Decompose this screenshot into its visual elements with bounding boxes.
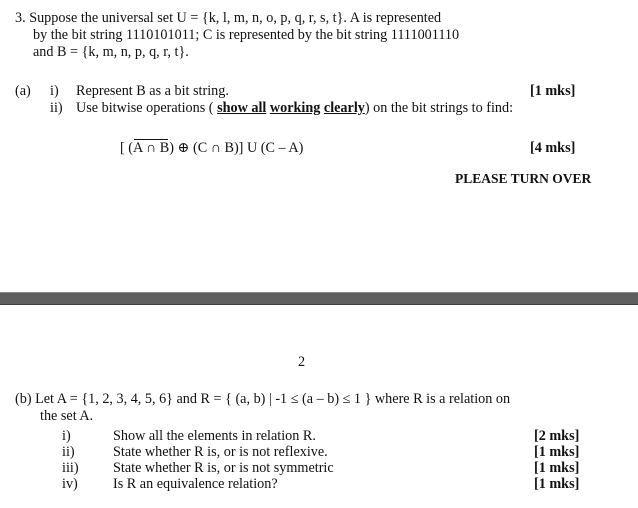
part-a-label: (a)	[15, 83, 31, 99]
part-a-ii-pre: Use bitwise operations (	[76, 100, 214, 116]
question-3-line-2: by the bit string 1110101011; C is represented by the bit string 1111001110	[33, 27, 460, 43]
part-a-i-text: Represent B as a bit string.	[76, 83, 229, 99]
part-a-ii-text	[76, 100, 513, 116]
part-b-item-marks: [1 mks]	[534, 460, 580, 476]
part-b-item-number: iii)	[62, 460, 79, 476]
expression-marks: [4 mks]	[530, 140, 576, 156]
part-b-item-marks: [1 mks]	[534, 476, 580, 492]
part-b-item-marks: [2 mks]	[534, 428, 580, 444]
part-b-item-number: i)	[62, 428, 71, 444]
part-b-item-number: iv)	[62, 476, 78, 492]
part-b-line-1: (b) Let A = {1, 2, 3, 4, 5, 6} and R = { (a, b) | -1 ≤ (a – b) ≤ 1 } where R is a relation on	[15, 391, 511, 407]
part-a-i-marks: [1 mks]	[530, 83, 576, 99]
page-number: 2	[298, 354, 306, 370]
part-b-item-text: State whether R is, or is not symmetric	[113, 460, 334, 476]
set-expression	[120, 140, 303, 156]
expression-open: [ (	[120, 140, 133, 156]
part-b-item-marks: [1 mks]	[534, 444, 580, 460]
complement-a-intersect-b: A ∩ B	[133, 140, 170, 156]
expression-rest: ) ⊕ (C ∩ B)] U (C – A)	[169, 140, 304, 156]
underlined-show-all: show all	[217, 100, 267, 116]
page-break-separator	[0, 292, 638, 305]
please-turn-over: PLEASE TURN OVER	[455, 171, 592, 186]
underlined-working: working	[269, 100, 321, 116]
part-a-ii-post: ) on the bit strings to find:	[364, 100, 514, 116]
part-b-item-number: ii)	[62, 444, 75, 460]
part-b-line-2: the set A.	[40, 408, 94, 424]
part-b-item-text: Show all the elements in relation R.	[113, 428, 316, 444]
underlined-clearly: clearly	[323, 100, 365, 116]
question-3-line-3: and B = {k, m, n, p, q, r, t}.	[33, 44, 189, 60]
part-b-item-text: Is R an equivalence relation?	[113, 476, 278, 492]
question-3-line-1: 3. Suppose the universal set U = {k, l, m, n, o, p, q, r, s, t}. A is represented	[15, 10, 442, 26]
part-a-i-number: i)	[50, 83, 59, 99]
part-a-ii-number: ii)	[50, 100, 63, 116]
part-b-item-text: State whether R is, or is not reflexive.	[113, 444, 328, 460]
